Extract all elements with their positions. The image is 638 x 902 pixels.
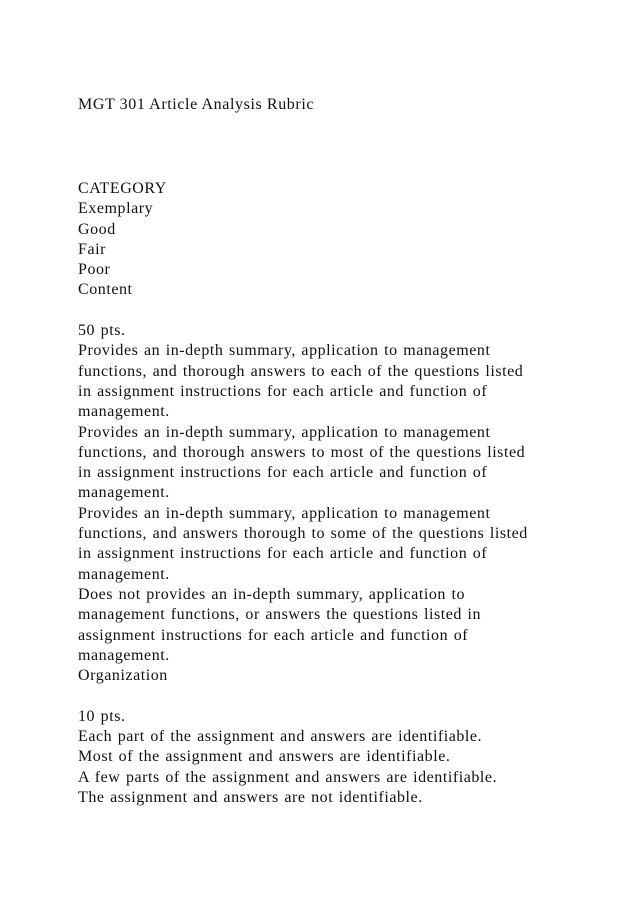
criteria-line: management. [78, 646, 170, 664]
criteria-line: Does not provides an in-depth summary, application to [78, 585, 466, 603]
criteria-line: Provides an in-depth summary, application to management [78, 342, 491, 360]
section-points-organization: 10 pts. [78, 707, 126, 725]
category-header: CATEGORY [78, 180, 167, 197]
criteria-line: Each part of the assignment and answers are identifiable. [78, 728, 483, 746]
criteria-line: in assignment instructions for each article and function of [78, 464, 488, 482]
rubric-body [78, 179, 598, 808]
level-poor: Poor [78, 261, 111, 279]
spacer [78, 686, 598, 706]
criteria-line: The assignment and answers are not identifiable. [78, 788, 423, 806]
criteria-line: Provides an in-depth summary, application to management [78, 504, 491, 522]
section-points-content: 50 pts. [78, 322, 126, 340]
level-exemplary: Exemplary [78, 200, 154, 218]
criteria-line: functions, and thorough answers to each of the questions listed [78, 362, 524, 380]
spacer [78, 301, 598, 321]
level-good: Good [78, 220, 116, 238]
criteria-line: functions, and thorough answers to most of the questions listed [78, 443, 526, 461]
criteria-line: in assignment instructions for each article and function of [78, 545, 488, 563]
document-title: MGT 301 Article Analysis Rubric [78, 96, 315, 113]
level-fair: Fair [78, 240, 106, 258]
section-name-organization: Organization [78, 667, 168, 685]
criteria-line: Most of the assignment and answers are identifiable. [78, 748, 451, 766]
criteria-line: Provides an in-depth summary, application to management [78, 423, 491, 441]
criteria-line: in assignment instructions for each article and function of [78, 382, 488, 400]
criteria-line: management functions, or answers the questions listed in [78, 606, 482, 624]
criteria-line: management. [78, 565, 170, 583]
criteria-line: management. [78, 484, 170, 502]
criteria-line: functions, and answers thorough to some of the questions listed [78, 525, 528, 543]
criteria-line: A few parts of the assignment and answers are identifiable. [78, 768, 498, 786]
criteria-line: assignment instructions for each article and function of [78, 626, 469, 644]
section-name-content: Content [78, 281, 133, 299]
criteria-line: management. [78, 403, 170, 421]
